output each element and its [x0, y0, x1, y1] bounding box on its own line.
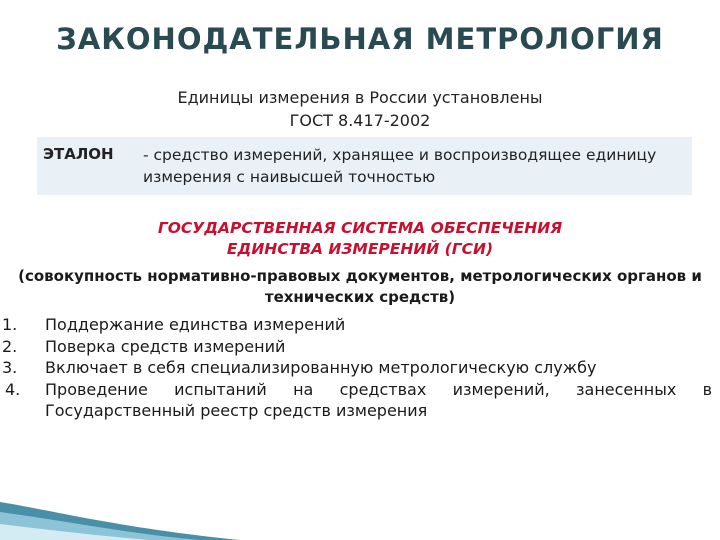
definition-box [37, 137, 692, 195]
list-item-text: Проведение испытаний на средствах измерений, занесенных в Государственный реестр средств измерения [45, 379, 712, 420]
list-item-text: Включает в себя специализированную метрологическую службу [45, 358, 597, 377]
gsi-heading [60, 218, 660, 260]
gsi-heading-line-2: ЕДИНСТВА ИЗМЕРЕНИЙ (ГСИ) [226, 240, 494, 258]
list-item-number: 1. [2, 315, 18, 334]
definition-term: ЭТАЛОН [43, 145, 114, 163]
list-item-number: 3. [2, 358, 18, 377]
list-item-number: 4. [5, 379, 21, 399]
function-list [0, 314, 712, 422]
gsi-heading-line-1: ГОСУДАРСТВЕННАЯ СИСТЕМА ОБЕСПЕЧЕНИЯ [157, 219, 563, 237]
definition-text: - средство измерений, хранящее и воспроизводящее единицу измерения с наивысшей точностью [143, 146, 657, 186]
list-item-number: 2. [2, 336, 18, 356]
list-item [0, 336, 712, 358]
list-item [0, 357, 712, 379]
subtitle [120, 86, 600, 132]
list-item-text: Поддержание единства измерений [45, 315, 346, 334]
decorative-wave [0, 450, 240, 540]
subtitle-line-2: ГОСТ 8.417-2002 [289, 111, 431, 130]
list-item [0, 314, 712, 336]
subtitle-line-1: Единицы измерения в России установлены [177, 88, 543, 107]
list-item [0, 379, 712, 422]
list-item-text: Поверка средств измерений [45, 336, 286, 356]
slide-title: ЗАКОНОДАТЕЛЬНАЯ МЕТРОЛОГИЯ [56, 22, 664, 56]
gsi-description: (совокупность нормативно-правовых документов, метрологических органов и технических средств) [18, 267, 702, 306]
